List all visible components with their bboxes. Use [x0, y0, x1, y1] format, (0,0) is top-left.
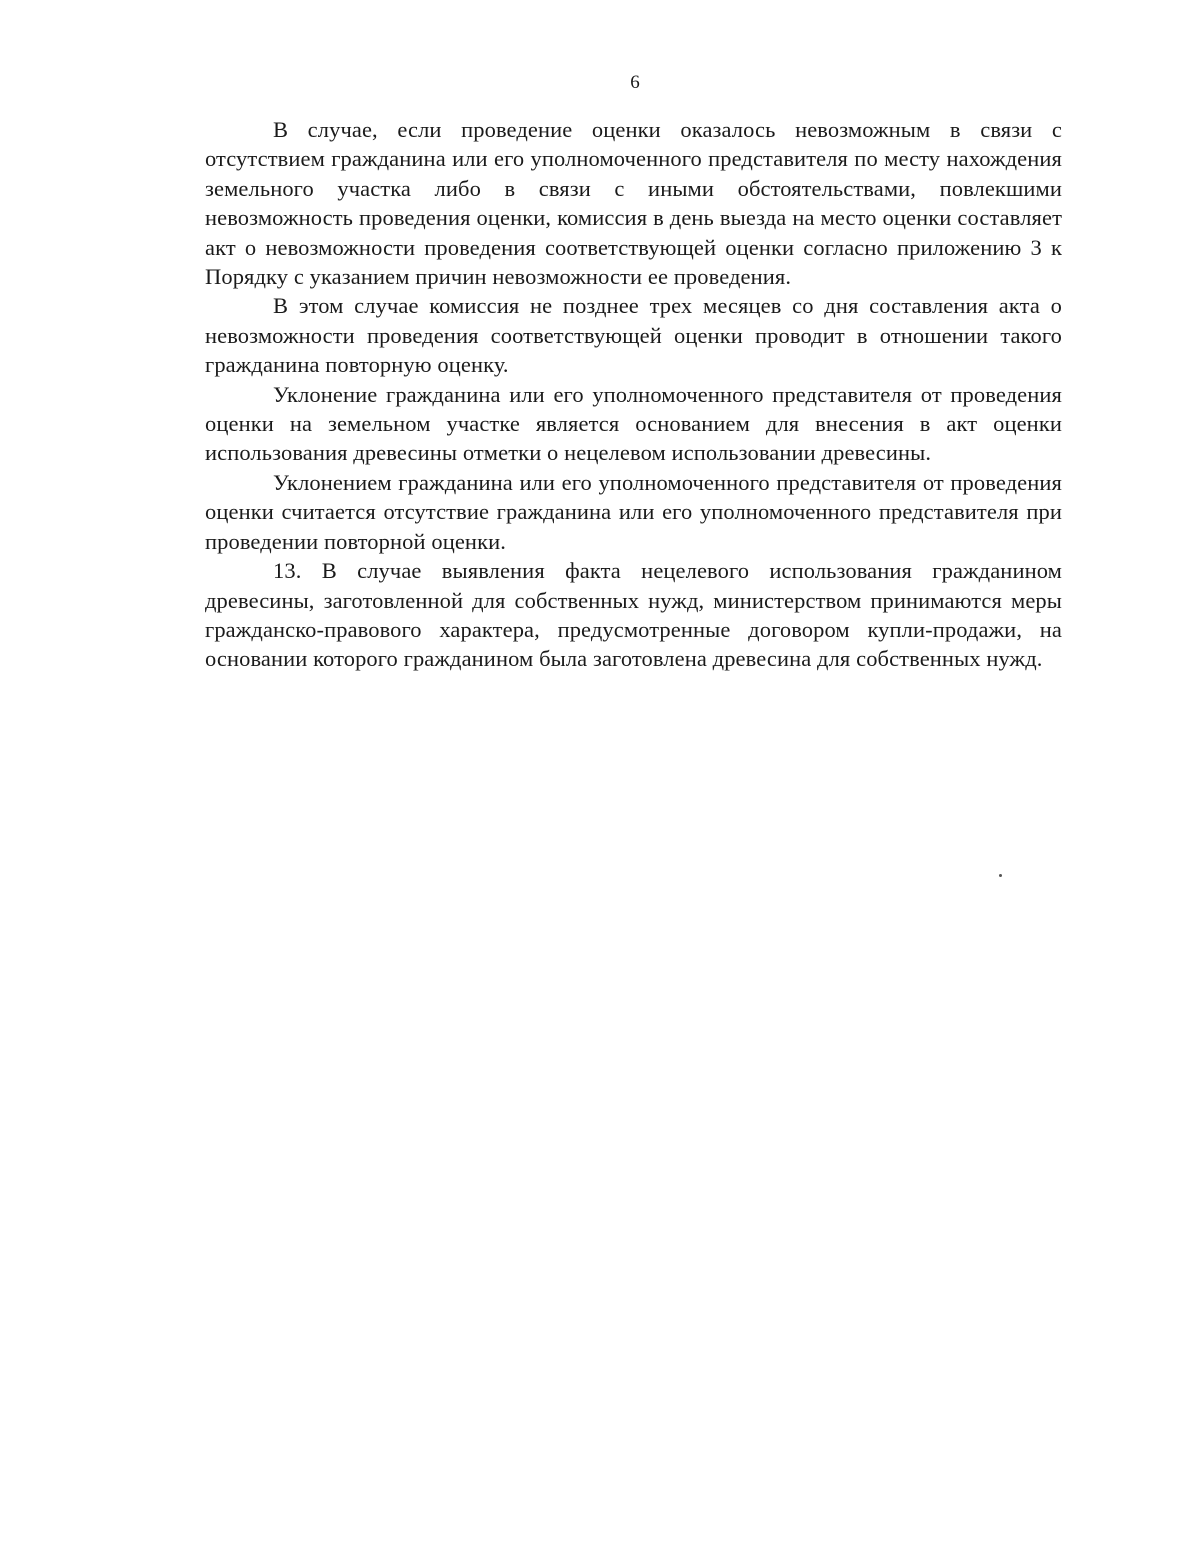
paragraph-repeat-assessment: В этом случае комиссия не позднее трех месяцев со дня составления акта о невозможности проведения соответствующей оценки проводит в отношении такого гражданина повторную оценку. — [205, 293, 1062, 378]
document-body — [205, 115, 1062, 674]
paragraph-evasion-consequence: Уклонение гражданина или его уполномоченного представителя от проведения оценки на земельном участке является основанием для внесения в акт оценки использования древесины отметки о нецелевом использовании древесины. — [205, 381, 1062, 466]
page-number: 6 — [630, 72, 640, 93]
paragraph-evasion-definition: Уклонением гражданина или его уполномоченного представителя от проведения оценки считается отсутствие гражданина или его уполномоченного представителя при проведении повторной оценки. — [205, 469, 1062, 554]
paragraph-assessment-impossible: В случае, если проведение оценки оказалось невозможным в связи с отсутствием гражданина или его уполномоченного представителя по месту нахождения земельного участка либо в связи с иными обстоятельствами, повлекшими невозможность проведения оценки, комиссия в день выезда на место оценки составляет акт о невозможности проведения соответствующей оценки согласно приложению 3 к Порядку с указанием причин невозможности ее проведения. — [205, 117, 1062, 290]
scan-speck — [999, 874, 1002, 877]
paragraph-clause-13: 13. В случае выявления факта нецелевого использования гражданином древесины, заготовленной для собственных нужд, министерством принимаются меры гражданско-правового характера, предусмотренные договором купли-продажи, на основании которого гражданином была заготовлена древесина для собственных нужд. — [205, 558, 1062, 672]
